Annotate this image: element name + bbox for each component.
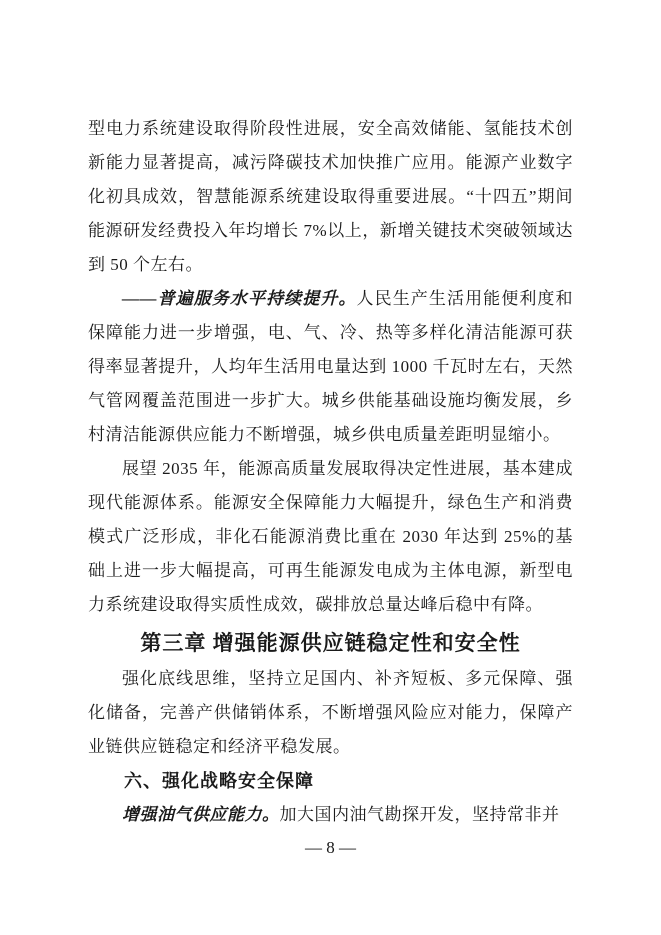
- text-column: [88, 112, 573, 832]
- paragraph-text: 加大国内油气勘探开发，坚持常非并: [279, 805, 560, 824]
- paragraph-text: 人民生产生活用能便利度和保障能力进一步增强，电、气、冷、热等多样化清洁能源可获得率显著提升，人均年生活用电量达到 1000 千瓦时左右，天然气管网覆盖范围进一步扩大。城乡供能基础设施均衡发展，乡村清洁能源供应能力不断增强，城乡供电质量差距明显缩小。: [88, 289, 574, 444]
- paragraph-lead-in: 增强油气供应能力。: [122, 805, 280, 824]
- paragraph-text: 展望 2035 年，能源高质量发展取得决定性进展，基本建成现代能源体系。能源安全保障能力大幅提升，绿色生产和消费模式广泛形成，非化石能源消费比重在 2030 年达到 25%的基础上进一步大幅提高，可再生能源发电成为主体电源，新型电力系统建设取得实质性成效，碳排放总量达峰后稳中有降。: [88, 459, 573, 614]
- paragraph-energy-tech-progress: [88, 112, 573, 282]
- paragraph-universal-service: [88, 282, 573, 452]
- paragraph-lead-in: ——普遍服务水平持续提升。: [122, 289, 357, 308]
- section-heading: 六、强化战略安全保障: [124, 771, 314, 791]
- paragraph-oil-gas-supply: [88, 798, 573, 832]
- paragraph-text: 强化底线思维，坚持立足国内、补齐短板、多元保障、强化储备，完善产供储销体系，不断增强风险应对能力，保障产业链供应链稳定和经济平稳发展。: [88, 669, 573, 756]
- page-footer: [0, 831, 661, 865]
- chapter-heading: 第三章 增强能源供应链稳定性和安全性: [140, 631, 521, 655]
- paragraph-outlook-2035: [88, 452, 573, 622]
- page-number: — 8 —: [305, 838, 356, 857]
- paragraph-text: 型电力系统建设取得阶段性进展，安全高效储能、氢能技术创新能力显著提高，减污降碳技术加快推广应用。能源产业数字化初具成效，智慧能源系统建设取得重要进展。“十四五”期间能源研发经费投入年均增长 7%以上，新增关键技术突破领域达到 50 个左右。: [88, 119, 573, 274]
- paragraph-chapter-intro: [88, 662, 573, 764]
